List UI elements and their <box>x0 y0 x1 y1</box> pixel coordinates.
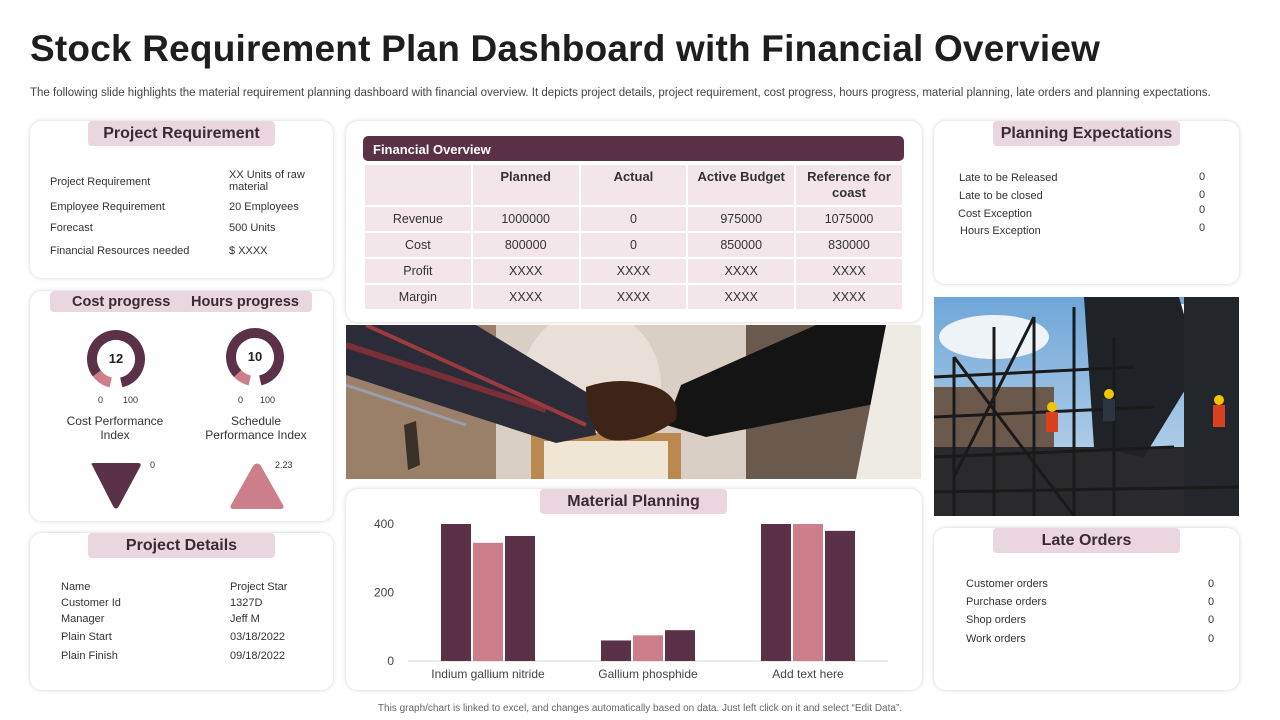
cost-index-down-triangle <box>88 461 144 511</box>
table-cell: XXXX <box>796 285 902 309</box>
pd-value-3: 03/18/2022 <box>230 631 286 643</box>
lo-label-3: Work orders <box>966 633 1026 645</box>
pd-label-1: Customer Id <box>61 597 121 609</box>
cost-gauge-fill <box>97 374 111 383</box>
table-cell: Profit <box>365 259 471 283</box>
table-cell: XXXX <box>581 285 687 309</box>
pe-value-0: 0 <box>1199 171 1206 183</box>
pe-label-2: Cost Exception <box>958 208 1032 220</box>
table-cell: 850000 <box>688 233 794 257</box>
bar <box>793 524 823 661</box>
table-cell: XXXX <box>581 259 687 283</box>
cost-index-value: 0 <box>150 460 156 470</box>
pr-value-2: 500 Units <box>229 222 276 234</box>
x-tick-label: Add text here <box>772 667 844 681</box>
table-cell: Revenue <box>365 207 471 231</box>
page-subtitle: The following slide highlights the material requirement planning dashboard with financial overview. It depicts project details, project requirement, cost progress, hours progress, material planning, late orders and planning expectations. <box>30 87 1211 99</box>
late-orders-heading: Late Orders <box>993 528 1180 553</box>
handshake-photo <box>346 325 921 479</box>
lo-value-3: 0 <box>1208 633 1215 645</box>
lo-value-0: 0 <box>1208 578 1215 590</box>
table-header-cell: Planned <box>473 165 579 205</box>
pd-label-0: Name <box>61 581 91 593</box>
project-requirement-heading: Project Requirement <box>88 121 275 146</box>
table-cell: 830000 <box>796 233 902 257</box>
hours-gauge-min: 0 <box>238 395 244 405</box>
x-tick-label: Indium gallium nitride <box>431 667 545 681</box>
hours-progress-gauge <box>224 326 286 388</box>
bar <box>665 630 695 661</box>
table-cell: 1075000 <box>796 207 902 231</box>
table-header-cell: Actual <box>581 165 687 205</box>
table-cell: 0 <box>581 207 687 231</box>
table-cell: 0 <box>581 233 687 257</box>
table-cell: XXXX <box>688 259 794 283</box>
pr-value-1: 20 Employees <box>229 201 299 213</box>
planning-expectations-card <box>934 121 1239 284</box>
pe-label-1: Late to be closed <box>959 190 1043 202</box>
pd-label-3: Plain Start <box>61 631 112 643</box>
lo-label-2: Shop orders <box>966 614 1026 626</box>
scaffolding-illustration <box>934 297 1239 516</box>
footer-note: This graph/chart is linked to excel, and changes automatically based on data. Just left click on it and select “Edit Data”. <box>377 703 903 714</box>
table-row <box>365 285 902 309</box>
table-row <box>365 259 902 283</box>
pe-value-3: 0 <box>1199 222 1206 234</box>
project-details-heading: Project Details <box>88 533 275 558</box>
table-cell: XXXX <box>688 285 794 309</box>
pr-value-0: XX Units of raw material <box>229 169 305 193</box>
x-tick-label: Gallium phosphide <box>598 667 698 681</box>
pe-label-3: Hours Exception <box>960 225 1041 237</box>
pe-value-1: 0 <box>1199 189 1206 201</box>
lo-label-0: Customer orders <box>966 578 1048 590</box>
cost-progress-heading: Cost progress <box>72 294 171 310</box>
schedule-index-value: 2.23 <box>275 460 293 470</box>
hours-gauge-value: 10 <box>247 349 263 364</box>
hours-gauge-max: 100 <box>260 395 276 405</box>
cost-gauge-min: 0 <box>98 395 104 405</box>
lo-value-2: 0 <box>1208 614 1215 626</box>
material-planning-heading: Material Planning <box>540 489 727 514</box>
pr-label-0: Project Requirement <box>50 176 151 188</box>
y-tick-label: 200 <box>373 585 394 600</box>
project-requirement-card <box>30 121 333 278</box>
page-title: Stock Requirement Plan Dashboard with Financial Overview <box>30 28 1101 69</box>
table-header-cell: Active Budget <box>688 165 794 205</box>
cost-progress-gauge <box>85 328 147 390</box>
table-row <box>365 233 902 257</box>
material-planning-chart <box>346 489 922 690</box>
table-cell: 975000 <box>688 207 794 231</box>
table-cell: XXXX <box>796 259 902 283</box>
hours-progress-heading: Hours progress <box>191 294 299 310</box>
bar <box>761 524 791 661</box>
pe-value-2: 0 <box>1199 204 1206 216</box>
pd-label-2: Manager <box>61 613 105 625</box>
bar <box>505 536 535 661</box>
pr-label-2: Forecast <box>50 222 93 234</box>
table-header-cell <box>365 165 471 205</box>
y-tick-label: 0 <box>387 654 394 668</box>
pr-label-3: Financial Resources needed <box>50 245 190 257</box>
pd-label-4: Plain Finish <box>61 650 118 662</box>
table-row <box>365 207 902 231</box>
y-tick-label: 400 <box>373 517 394 531</box>
bar <box>473 543 503 661</box>
table-cell: Margin <box>365 285 471 309</box>
pr-label-1: Employee Requirement <box>50 201 165 213</box>
progress-card <box>30 291 333 521</box>
financial-overview-table <box>363 163 904 311</box>
table-header-cell: Reference for coast <box>796 165 902 205</box>
schedule-index-label: Schedule Performance Index <box>205 414 307 442</box>
bar <box>633 635 663 661</box>
planning-expectations-heading: Planning Expectations <box>993 121 1180 146</box>
table-header-row <box>365 165 902 205</box>
handshake-illustration <box>346 325 921 479</box>
hours-gauge-fill <box>238 374 250 381</box>
pd-value-0: Project Star <box>230 581 288 593</box>
lo-label-1: Purchase orders <box>966 596 1047 608</box>
cost-index-label: Cost Performance Index <box>66 414 164 442</box>
pd-value-1: 1327D <box>230 597 263 609</box>
table-cell: 800000 <box>473 233 579 257</box>
project-details-card <box>30 533 333 690</box>
bar <box>601 640 631 661</box>
pe-label-0: Late to be Released <box>959 172 1058 184</box>
pd-value-2: Jeff M <box>230 613 260 625</box>
pd-value-4: 09/18/2022 <box>230 650 286 662</box>
pr-value-3: $ XXXX <box>229 245 268 257</box>
table-cell: XXXX <box>473 259 579 283</box>
bar <box>825 531 855 661</box>
late-orders-card <box>934 528 1239 690</box>
table-cell: Cost <box>365 233 471 257</box>
cost-gauge-value: 12 <box>108 351 124 366</box>
bar <box>441 524 471 661</box>
table-cell: 1000000 <box>473 207 579 231</box>
cost-gauge-max: 100 <box>123 395 139 405</box>
construction-photo <box>934 297 1239 516</box>
lo-value-1: 0 <box>1208 596 1215 608</box>
table-cell: XXXX <box>473 285 579 309</box>
financial-overview-heading: Financial Overview <box>363 136 904 161</box>
